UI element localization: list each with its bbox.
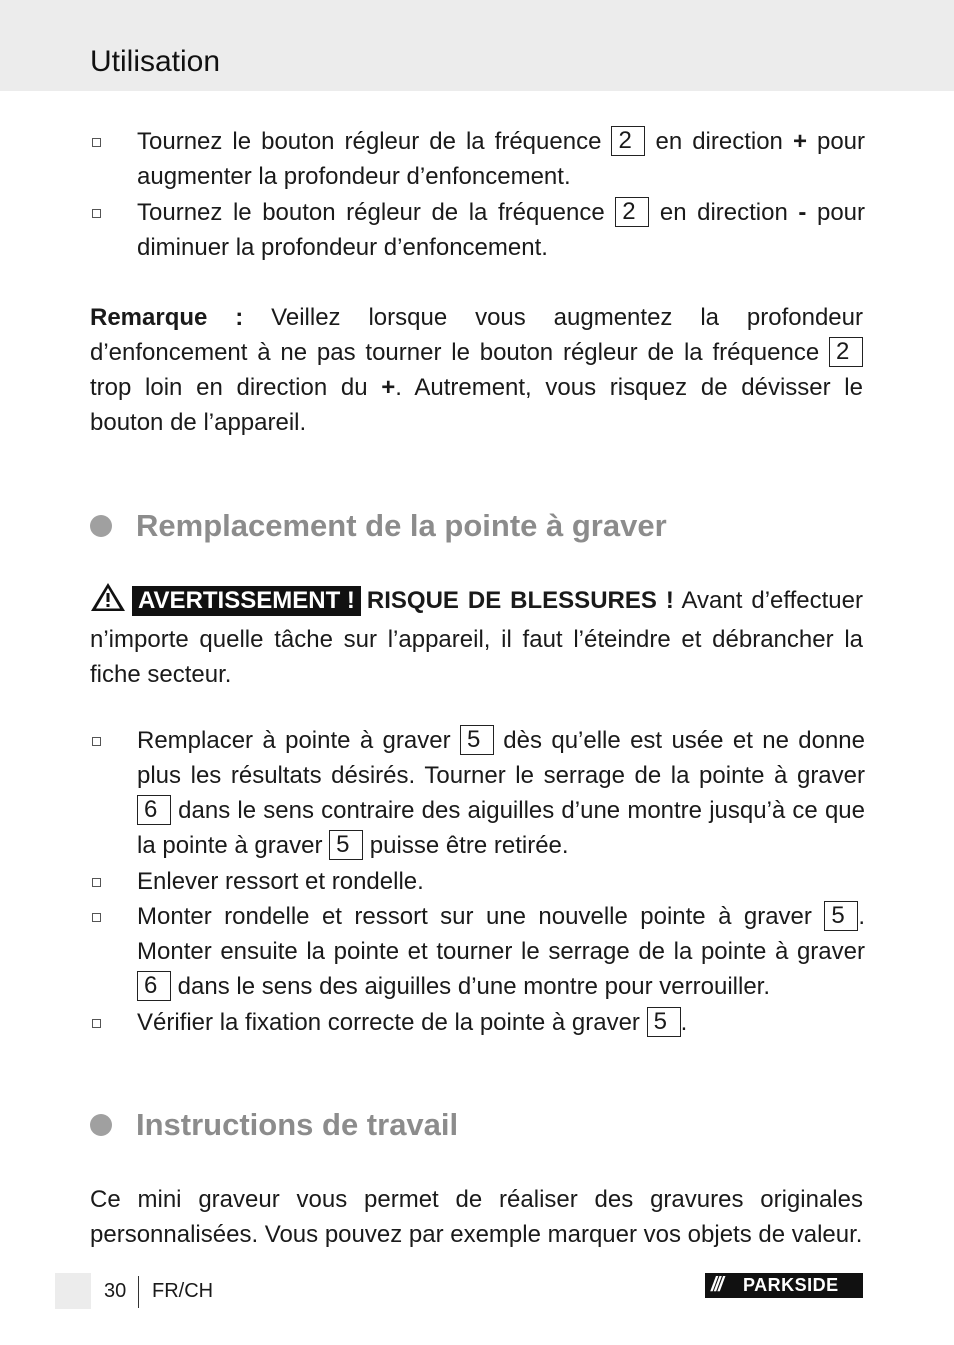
minus-sign: - [798, 199, 807, 226]
section-dot-icon [90, 515, 112, 537]
section-heading: Instructions de travail [90, 1103, 458, 1147]
ref-box: 5 [460, 725, 494, 755]
list-item: Tournez le bouton régleur de la fréquence 2 en direction - pour diminuer la profondeur d’enfoncement. [90, 195, 865, 265]
footer-marker [55, 1273, 91, 1309]
section-heading: Remplacement de la pointe à graver [90, 504, 667, 548]
remark-label: Remarque : [90, 304, 244, 331]
risk-label: RISQUE DE BLESSURES ! [366, 587, 674, 614]
checkbox-square-icon [92, 138, 101, 147]
logo-slashes: /// [711, 1274, 722, 1296]
ref-box: 5 [329, 830, 363, 860]
checkbox-square-icon [92, 1019, 101, 1028]
ref-box: 5 [824, 901, 858, 931]
language-code: FR/CH [152, 1280, 214, 1302]
ref-box: 6 [137, 795, 171, 825]
list-item: Monter rondelle et ressort sur une nouvelle pointe à graver 5 . Monter ensuite la pointe et tourner le serrage de la pointe à graver 6 dans le sens des aiguilles d’une montre pour verrouiller. [90, 899, 865, 1004]
footer-divider [138, 1276, 139, 1308]
ref-box: 2 [615, 197, 649, 227]
page-title: Utilisation [90, 45, 221, 78]
checkbox-square-icon [92, 737, 101, 746]
checkbox-square-icon [92, 913, 101, 922]
page-number: 30 [104, 1280, 127, 1302]
logo-wordmark: PARKSIDE [743, 1275, 839, 1295]
plus-sign: + [792, 128, 807, 155]
ref-box: 6 [137, 971, 171, 1001]
list-item: Remplacer à pointe à graver 5 dès qu’elle est usée et ne donne plus les résultats désirés. Tourner le serrage de la pointe à graver 6 dans le sens contraire des aiguilles d’une montre jusqu’à ce que la pointe à graver 5 puisse être retirée. [90, 723, 865, 863]
ref-box: 2 [829, 337, 863, 367]
list-item: Vérifier la fixation correcte de la pointe à graver 5 . [90, 1005, 865, 1040]
remark-paragraph: Remarque : Veillez lorsque vous augmentez la profondeur d’enfoncement à ne pas tourner le bouton régleur de la fréquence 2 trop loin en direction du +. Autrement, vous risquez de dévisser le bouton de l’appareil. [90, 304, 863, 436]
ref-box: 5 [647, 1007, 681, 1037]
list-item: Enlever ressort et rondelle. [90, 864, 865, 899]
intro-paragraph: Ce mini graveur vous permet de réaliser des gravures originales personnalisées. Vous pouvez par exemple marquer vos objets de valeur. [90, 1186, 863, 1248]
list-item: Tournez le bouton régleur de la fréquence 2 en direction + pour augmenter la profondeur d’enfoncement. [90, 124, 865, 194]
parkside-logo [705, 1273, 863, 1298]
warning-badge: AVERTISSEMENT ! [132, 586, 361, 616]
checkbox-square-icon [92, 878, 101, 887]
section-dot-icon [90, 1114, 112, 1136]
ref-box: 2 [611, 126, 645, 156]
warning-paragraph: AVERTISSEMENT ! RISQUE DE BLESSURES ! Avant d’effectuer n’importe quelle tâche sur l’appareil, il faut l’éteindre et débrancher la fiche secteur. [90, 582, 863, 692]
warning-triangle-icon [90, 582, 126, 622]
plus-sign: + [381, 374, 396, 401]
checkbox-square-icon [92, 209, 101, 218]
